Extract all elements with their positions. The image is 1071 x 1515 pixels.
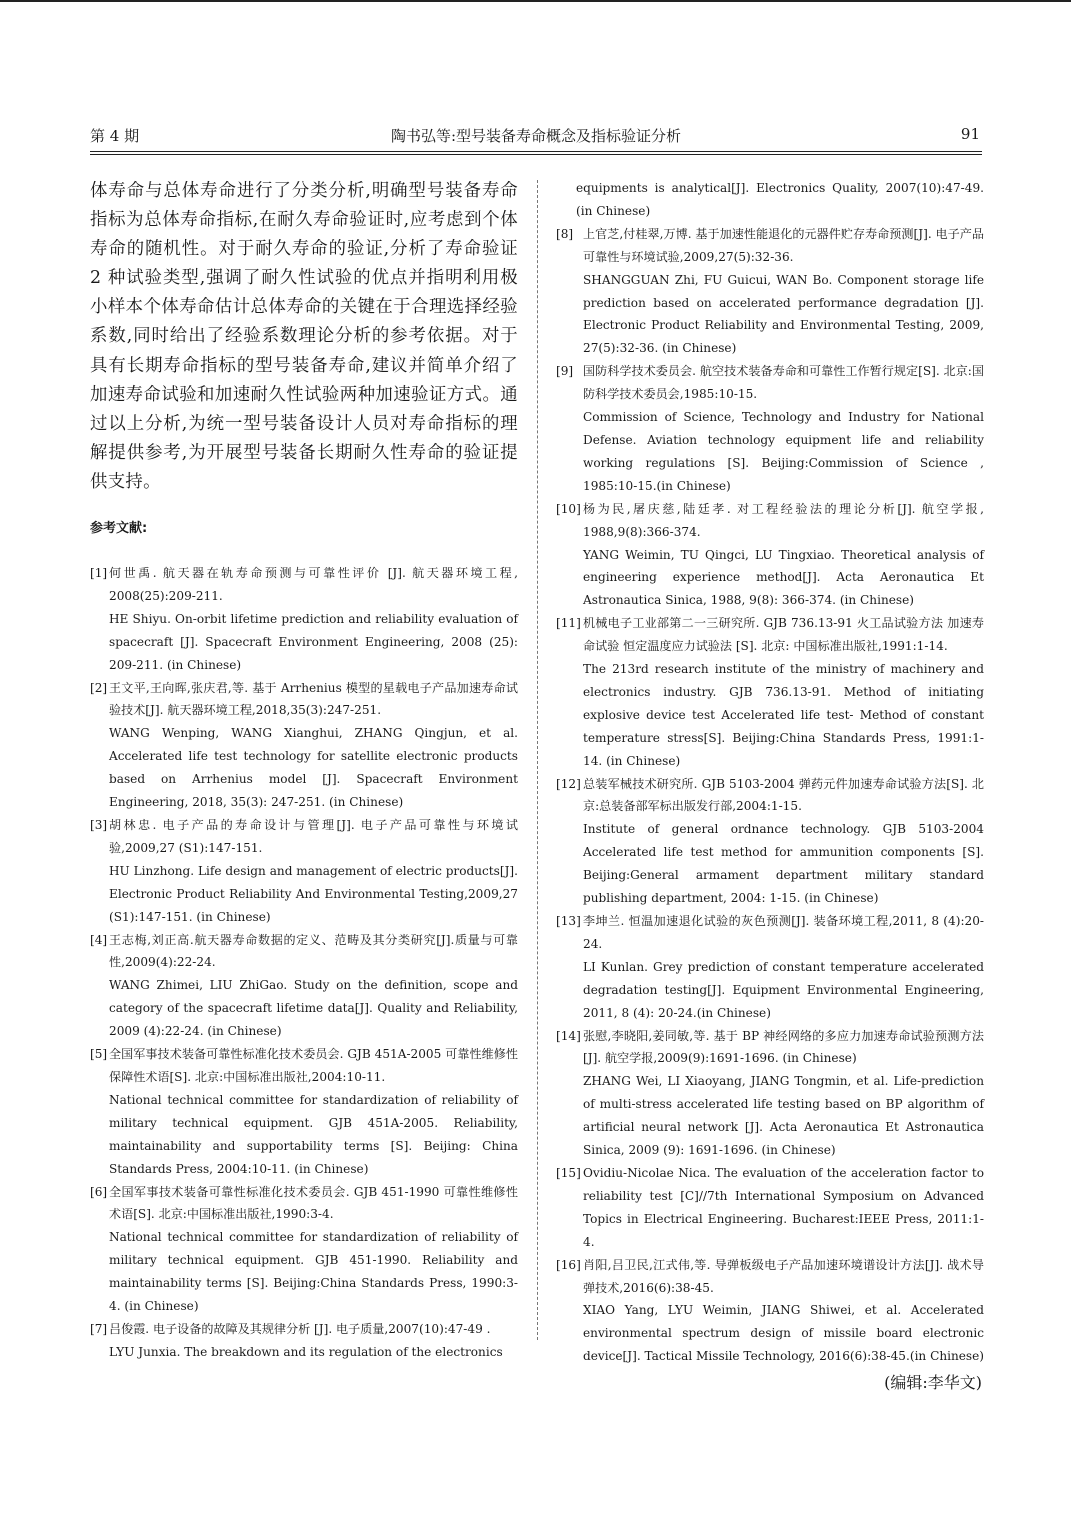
- reference-7-continuation: [556, 177, 984, 223]
- reference-number: [5]: [90, 1047, 108, 1062]
- conclusion-paragraph: 体寿命与总体寿命进行了分类分析,明确型号装备寿命指标为总体寿命指标,在耐久寿命验证时,应考虑到个体寿命的随机性。对于耐久寿命的验证,分析了寿命验证 2 种试验类型,强调了耐久性试验的优点并指明利用极小样本个体寿命估计总体寿命的关键在于合理选择经验系数,同时给出了经验系数理论分析的参考依据。对于具有长期寿命指标的型号装备寿命,建议并简单介绍了加速寿命试验和加速耐久性试验两种加速验证方式。通过以上分析,为统一型号装备设计人员对寿命指标的理解提供参考,为开展型号装备长期耐久性寿命的验证提供支持。: [90, 181, 518, 492]
- reference-item: [90, 1043, 518, 1180]
- reference-number: [3]: [90, 818, 108, 832]
- reference-number: [10]: [556, 501, 581, 516]
- reference-english: LYU Junxia. The breakdown and its regulation of the electronics: [109, 1344, 503, 1359]
- reference-item: [556, 360, 984, 497]
- reference-text: 肖阳,吕卫民,江式伟,等. 导弹板级电子产品加速环境谱设计方法[J]. 战术导弹技术,2016(6):38-45.: [583, 1257, 984, 1295]
- reference-item: [556, 1025, 984, 1162]
- reference-english: WANG Zhimei, LIU ZhiGao. Study on the definition, scope and category of the spacecraft lifetime data[J]. Quality and Reliability, 2009 (4):22-24. (in Chinese): [109, 978, 518, 1039]
- header-rule-top: [90, 151, 982, 152]
- running-title: 陶书弘等:型号装备寿命概念及指标验证分析: [390, 127, 682, 145]
- reference-english: XIAO Yang, LYU Weimin, JIANG Shiwei, et al. Accelerated environmental spectrum design of missile board electronic device[J]. Tactical Missile Technology, 2016(6):38-45.(in Chinese): [583, 1303, 985, 1364]
- reference-number: [8]: [556, 226, 574, 241]
- reference-text: 王志梅,刘正高.航天器寿命数据的定义、范畴及其分类研究[J].质量与可靠性,2009(4):22-24.: [109, 932, 518, 970]
- reference-text: Ovidiu-Nicolae Nica. The evaluation of the acceleration factor to reliability test [C]//7th International Symposium on Advanced Topics in Electrical Engineering. Bucharest:IEEE Press, 2011:1-4.: [583, 1165, 984, 1249]
- reference-number: [4]: [90, 932, 108, 947]
- column-divider: [537, 180, 538, 1340]
- reference-english: Institute of general ordnance technology. GJB 5103-2004 Accelerated life test method for ammunition components [S]. Beijing:General armament department military standard publishing department, 2004: 1-15. (in Chinese): [583, 822, 984, 906]
- reference-text: 李坤兰. 恒温加速退化试验的灰色预测[J]. 装备环境工程,2011, 8 (4):20-24.: [583, 914, 984, 951]
- issue-number: 第 4 期: [90, 127, 140, 145]
- reference-item: [556, 498, 984, 613]
- reference-number: [12]: [556, 776, 581, 791]
- reference-item: [556, 1254, 984, 1369]
- reference-english: The 213rd research institute of the ministry of machinery and electronics industry. GJB 736.13-91. Method of initiating explosive device test Accelerated life test- Method of constant temperature stress[S]. Beijing:China Standards Press, 1991:1-14. (in Chinese): [583, 662, 984, 768]
- reference-item: [90, 1181, 518, 1318]
- reference-item: [556, 223, 984, 360]
- reference-english: National technical committee for standardization of reliability of military technical equipment. GJB 451A-2005. Reliability, maintainability and supportability terms [S]. Beijing: China Standards Press, 2004:10-11. (in Chinese): [109, 1092, 518, 1176]
- header-rule-bottom: [90, 154, 982, 155]
- reference-number: [7]: [90, 1321, 108, 1336]
- left-column: [90, 177, 518, 1364]
- reference-english: National technical committee for standardization of reliability of military technical equipment. GJB 451-1990. Reliability and maintainability terms [S]. Beijing:China Standards Press, 1990:3-4. (in Chinese): [109, 1230, 518, 1314]
- reference-english: HE Shiyu. On-orbit lifetime prediction and reliability evaluation of spacecraft [J]. Spacecraft Environment Engineering, 2008 (25): 209-211. (in Chinese): [109, 611, 518, 672]
- reference-item: [556, 1162, 984, 1254]
- reference-number: [15]: [556, 1165, 581, 1180]
- reference-number: [1]: [90, 566, 108, 581]
- reference-number: [16]: [556, 1257, 581, 1272]
- reference-english: equipments is analytical[J]. Electronics Quality, 2007(10):47-49. (in Chinese): [576, 181, 984, 218]
- reference-number: [11]: [556, 616, 581, 631]
- reference-text: 张慰,李晓阳,姜同敏,等. 基于 BP 神经网络的多应力加速寿命试验预测方法[J]. 航空学报,2009(9):1691-1696. (in Chinese): [583, 1028, 984, 1066]
- reference-text: 吕俊霞. 电子设备的故障及其规律分析 [J]. 电子质量,2007(10):47-49 .: [109, 1321, 491, 1336]
- reference-number: [13]: [556, 914, 581, 928]
- reference-number: [2]: [90, 680, 108, 695]
- reference-english: Commission of Science, Technology and Industry for National Defense. Aviation technology equipment life and reliability working regulations [S]. Beijing:Commission of Science , 1985:10-15.(in Chinese): [583, 410, 984, 493]
- reference-text: 全国军事技术装备可靠性标准化技术委员会. GJB 451A-2005 可靠性维修性保障性术语[S]. 北京:中国标准出版社,2004:10-11.: [109, 1047, 518, 1084]
- references-heading: 参考文献:: [90, 521, 148, 537]
- reference-text: 总装军械技术研究所. GJB 5103-2004 弹药元件加速寿命试验方法[S]. 北京:总装备部军标出版发行部,2004:1-15.: [583, 776, 984, 814]
- reference-english: SHANGGUAN Zhi, FU Guicui, WAN Bo. Component storage life prediction based on accelerated performance degradation [J]. Electronic Product Reliability and Environmental Testing, 2009, 27(5):32-36. (in Chinese): [583, 272, 984, 356]
- reference-text: 机械电子工业部第二一三研究所. GJB 736.13-91 火工品试验方法 加速寿命试验 恒定温度应力试验法 [S]. 北京: 中国标准出版社,1991:1-14.: [583, 616, 984, 654]
- reference-text: 胡林忠. 电子产品的寿命设计与管理[J]. 电子产品可靠性与环境试验,2009,27 (S1):147-151.: [109, 818, 518, 855]
- reference-item: [90, 1318, 518, 1364]
- reference-item: [90, 562, 518, 677]
- right-column: [556, 177, 984, 1393]
- reference-item: [556, 910, 984, 1025]
- reference-text: 王文平,王向晖,张庆君,等. 基于 Arrhenius 模型的星载电子产品加速寿命试验技术[J]. 航天器环境工程,2018,35(3):247-251.: [109, 680, 518, 718]
- reference-text: 国防科学技术委员会. 航空技术装备寿命和可靠性工作暂行规定[S]. 北京:国防科学技术委员会,1985:10-15.: [583, 364, 984, 402]
- reference-item: [90, 677, 518, 814]
- reference-english: HU Linzhong. Life design and management of electric products[J]. Electronic Product Reliability And Environmental Testing,2009,27 (S1):147-151. (in Chinese): [109, 863, 518, 924]
- reference-number: [6]: [90, 1184, 108, 1199]
- reference-english: ZHANG Wei, LI Xiaoyang, JIANG Tongmin, et al. Life-prediction of multi-stress accelerated life testing based on BP algorithm of artificial neural network [J]. Acta Aeronautica Et Astronautica Sinica, 2009 (9): 1691-1696. (in Chinese): [583, 1074, 984, 1158]
- references-list-right: [556, 223, 984, 1368]
- reference-english: WANG Wenping, WANG Xianghui, ZHANG Qingjun, et al. Accelerated life test technology for satellite electronic products based on Arrhenius model [J]. Spacecraft Environment Engineering, 2018, 35(3): 247-251. (in Chinese): [109, 726, 518, 810]
- reference-item: [556, 612, 984, 772]
- reference-item: [556, 773, 984, 910]
- reference-text: 杨为民,屠庆慈,陆廷孝. 对工程经验法的理论分析[J]. 航空学报, 1988,9(8):366-374.: [583, 501, 984, 539]
- reference-number: [14]: [556, 1028, 581, 1043]
- editor-note: (编辑:李华文): [884, 1373, 982, 1393]
- reference-item: [90, 814, 518, 929]
- reference-number: [9]: [556, 364, 574, 379]
- top-border: [0, 0, 1071, 2]
- reference-text: 何世禹. 航天器在轨寿命预测与可靠性评价 [J]. 航天器环境工程, 2008(25):209-211.: [109, 566, 518, 603]
- reference-english: YANG Weimin, TU Qingci, LU Tingxiao. Theoretical analysis of engineering experience method[J]. Acta Aeronautica Et Astronautica Sinica, 1988, 9(8): 366-374. (in Chinese): [583, 547, 984, 608]
- page-number: 91: [960, 125, 980, 143]
- reference-text: 上官芝,付桂翠,万博. 基于加速性能退化的元器件贮存寿命预测[J]. 电子产品可靠性与环境试验,2009,27(5):32-36.: [583, 226, 984, 264]
- reference-text: 全国军事技术装备可靠性标准化技术委员会. GJB 451-1990 可靠性维修性术语[S]. 北京:中国标准出版社,1990:3-4.: [109, 1184, 518, 1222]
- running-header: [90, 125, 982, 149]
- reference-item: [90, 929, 518, 1044]
- references-list-left: [90, 562, 518, 1364]
- reference-english: LI Kunlan. Grey prediction of constant temperature accelerated degradation testing[J]. Equipment Environmental Engineering, 2011, 8 (4): 20-24.(in Chinese): [583, 959, 984, 1020]
